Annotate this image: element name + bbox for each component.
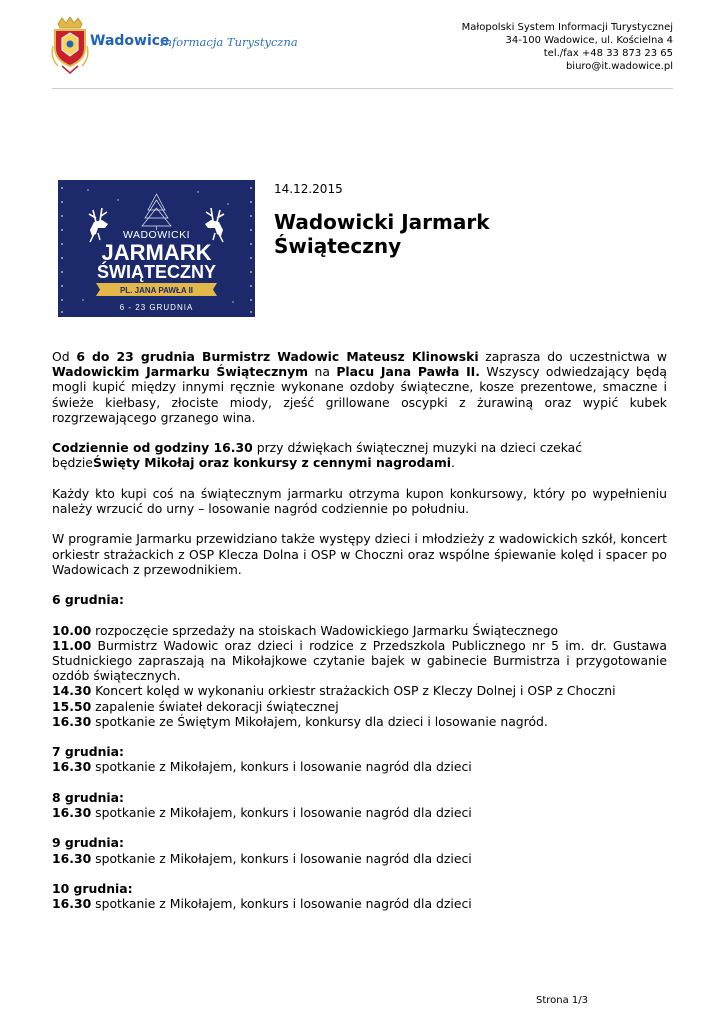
schedule-time: 16.30 xyxy=(52,759,92,775)
banner-line1: WADOWICKI xyxy=(122,229,191,241)
email-link[interactable]: biuro@it.wadowice.pl xyxy=(565,61,673,72)
schedule-text: spotkanie ze Świętym Mikołajem, konkursy dla dzieci i losowanie nagród. xyxy=(91,713,548,729)
article-title xyxy=(274,210,574,258)
schedule-text: Burmistrz Wadowic oraz dzieci i rodzice z Przedszkola Publicznego nr 5 im. dr. Gustawa Studnickiego zapraszają na Mikołajkowe czytanie bajek w gabinecie Burmistrza i przygotowanie ozdób świątecznych. xyxy=(52,637,667,684)
intro-paragraph xyxy=(52,349,667,425)
schedule-time: 11.00 xyxy=(52,637,92,653)
schedule-item xyxy=(52,714,548,729)
schedule-time: 14.30 xyxy=(52,683,92,699)
banner-dates: 6 - 23 GRUDNIA xyxy=(119,303,194,312)
schedule-text: Koncert kolęd w wykonaniu orkiestr strażackich OSP z Kleczy Dolnej i OSP z Choczni xyxy=(91,683,616,699)
schedule-text: spotkanie z Mikołajem, konkurs i losowanie nagród dla dzieci xyxy=(91,896,472,912)
intro-bold-1: 6 do 23 grudnia Burmistrz Wadowic Mateusz Klinowski xyxy=(76,349,479,364)
daily-bold-1: Codziennie od godziny 16.30 xyxy=(52,440,253,456)
coat-of-arms-icon xyxy=(50,16,90,74)
intro-text-1: Od xyxy=(52,349,77,364)
schedule-item xyxy=(52,699,339,714)
day6-heading-text: 6 grudnia: xyxy=(52,592,124,608)
day8-heading: 8 grudnia: xyxy=(52,789,124,805)
schedule-text: zapalenie świateł dekoracji świątecznej xyxy=(91,698,339,714)
banner-ribbon: PL. JANA PAWŁA II xyxy=(119,286,194,295)
logo-brand: Wadowice xyxy=(90,33,170,49)
schedule-time: 16.30 xyxy=(52,896,92,912)
intro-bold-3: Placu Jana Pawła II. xyxy=(336,364,481,380)
schedule-time: 16.30 xyxy=(52,850,92,866)
intro-text-2: zaprasza do uczestnictwa w xyxy=(478,349,667,364)
intro-text-4: Wszyscy odwiedzający będą mogli kupić między innymi ręcznie wykonane ozdoby świąteczne, kosze prezentowe, smaczne i świeże kiełbasy, złociste miody, zjeść grillowane oscypki z żurawiną oraz wypić kubek rozgrzewającego grzanego wina. xyxy=(52,364,668,425)
header-divider xyxy=(52,88,673,89)
schedule-item xyxy=(52,638,667,683)
article-date: 14.12.2015 xyxy=(274,182,343,196)
schedule-time: 16.30 xyxy=(52,713,92,729)
title-line2: Świąteczny xyxy=(274,234,402,258)
daily-paragraph xyxy=(52,440,667,470)
day9-block xyxy=(52,835,667,865)
schedule-time: 16.30 xyxy=(52,804,92,820)
day10-block xyxy=(52,881,667,911)
intro-text-3: na xyxy=(308,364,337,380)
day6-heading xyxy=(52,592,667,607)
article-body xyxy=(52,349,667,927)
intro-bold-2: Wadowickim Jarmarku Świątecznym xyxy=(52,364,309,380)
schedule-text: spotkanie z Mikołajem, konkurs i losowanie nagród dla dzieci xyxy=(91,850,472,866)
day7-block xyxy=(52,744,667,774)
title-line1: Wadowicki Jarmark xyxy=(274,210,490,234)
page-number: Strona 1/3 xyxy=(535,995,588,1006)
day9-heading: 9 grudnia: xyxy=(52,835,124,851)
banner-line2: JARMARK xyxy=(101,240,212,265)
banner-line3: ŚWIĄTECZNY xyxy=(97,262,216,282)
schedule-item xyxy=(52,683,616,698)
contest-paragraph: Każdy kto kupi coś na świątecznym jarmarku otrzyma kupon konkursowy, który po wypełnieniu należy wrzucić do urny – losowanie nagród codziennie po południu. xyxy=(52,485,667,516)
address: 34-100 Wadowice, ul. Kościelna 4 xyxy=(505,35,673,46)
schedule-text: rozpoczęcie sprzedaży na stoiskach Wadowickiego Jarmarku Świątecznego xyxy=(91,622,559,638)
organization-name: Małopolski System Informacji Turystycznej xyxy=(461,22,673,33)
day6-schedule xyxy=(52,623,667,729)
day7-heading: 7 grudnia: xyxy=(52,744,124,760)
event-banner xyxy=(58,180,255,317)
logo xyxy=(50,16,298,76)
program-paragraph: W programie Jarmarku przewidziano także występy dzieci i młodzieży z wadowickich szkół, koncert orkiestr strażackich z OSP Klecza Dolna i OSP w Choczni oraz wspólne śpiewanie kolęd i spacer po Wadowicach z przewodnikiem. xyxy=(52,531,667,577)
daily-text-1: przy dźwiękach świątecznej muzyki na dzieci czekać będzie xyxy=(52,440,583,471)
daily-bold-2: Święty Mikołaj oraz konkursy z cennymi nagrodami xyxy=(92,455,452,471)
logo-tagline: Informacja Turystyczna xyxy=(160,35,298,49)
schedule-text: spotkanie z Mikołajem, konkurs i losowanie nagród dla dzieci xyxy=(91,804,472,820)
schedule-time: 15.50 xyxy=(52,698,92,714)
daily-text-2: . xyxy=(451,455,455,471)
contact-block xyxy=(462,21,673,73)
schedule-item xyxy=(52,623,558,638)
day10-heading: 10 grudnia: xyxy=(52,880,133,896)
schedule-text: spotkanie z Mikołajem, konkurs i losowanie nagród dla dzieci xyxy=(91,759,472,775)
day8-block xyxy=(52,790,667,820)
phone: tel./fax +48 33 873 23 65 xyxy=(543,48,673,59)
schedule-time: 10.00 xyxy=(52,622,92,638)
